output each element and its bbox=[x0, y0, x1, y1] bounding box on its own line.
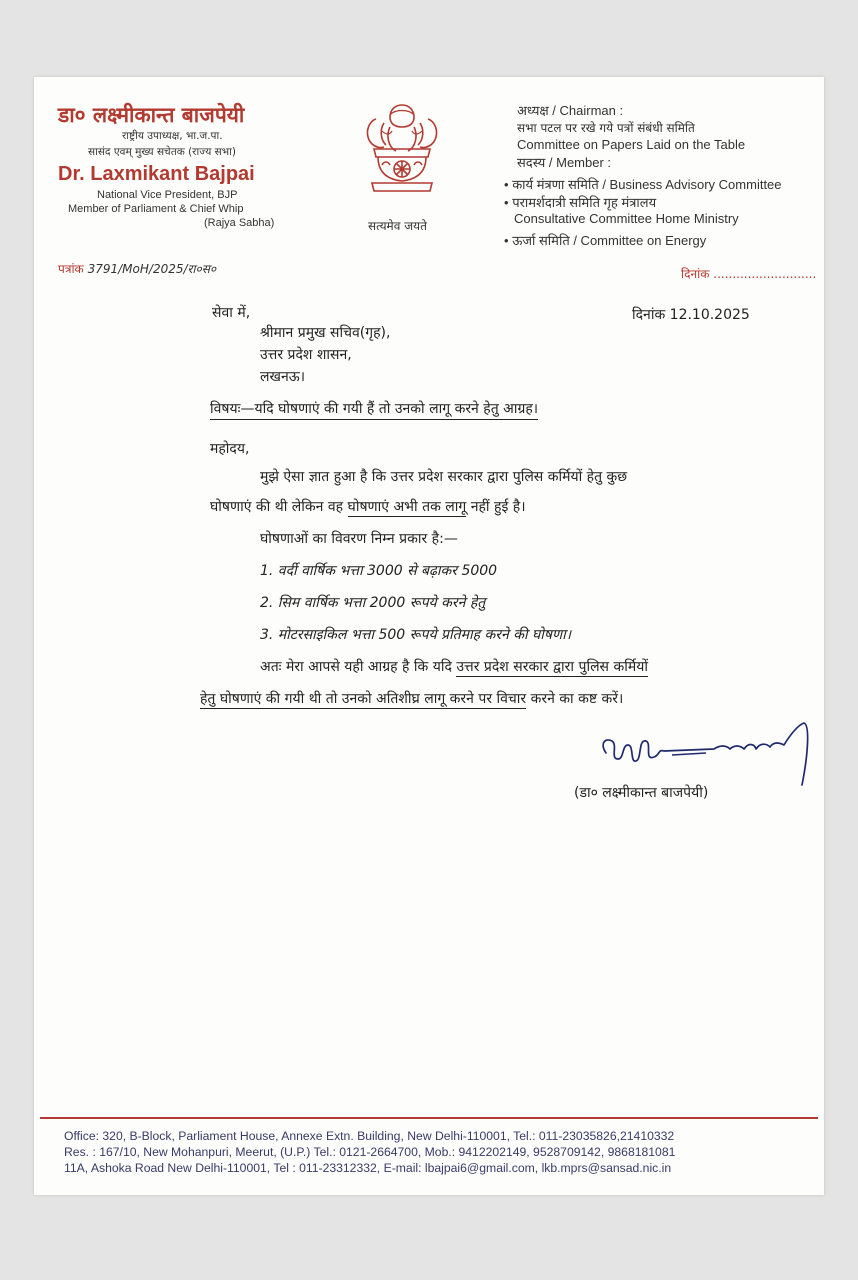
para2-line2: हेतु घोषणाएं की गयी थी तो उनको अतिशीघ्र लागू करने पर विचार करने का कष्ट करें। bbox=[200, 691, 624, 707]
dinank-blank: दिनांक ........................... bbox=[681, 267, 817, 281]
letter-to: सेवा में, bbox=[212, 305, 251, 321]
list-intro: घोषणाओं का विवरण निम्न प्रकार है:— bbox=[260, 531, 458, 547]
para1-line2: घोषणाएं की थी लेकिन वह घोषणाएं अभी तक लागू नहीं हुई है। bbox=[210, 499, 526, 515]
member-item-3: • ऊर्जा समिति / Committee on Energy bbox=[504, 233, 707, 248]
list-item: 2. सिम वार्षिक भत्ता 2000 रूपये करने हेतु bbox=[260, 595, 486, 611]
signature-name: (डा० लक्ष्मीकान्त बाजपेयी) bbox=[574, 785, 709, 801]
letterhead-name-hindi: डा० लक्ष्मीकान्त बाजपेयी bbox=[58, 103, 245, 127]
para2-line1: अतः मेरा आपसे यही आग्रह है कि यदि उत्तर प्रदेश सरकार द्वारा पुलिस कर्मियों bbox=[260, 659, 648, 675]
letter-salutation: महोदय, bbox=[210, 441, 250, 457]
footer-office: Office: 320, B-Block, Parliament House, Annexe Extn. Building, New Delhi-110001, Tel.: 011-23035826,21410332 bbox=[64, 1129, 675, 1143]
letterhead-role-english: National Vice President, BJP bbox=[97, 189, 238, 201]
committee-hindi: सभा पटल पर रखे गये पत्रों संबंधी समिति bbox=[517, 121, 695, 135]
list-item: 3. मोटरसाइकिल भत्ता 500 रूपये प्रतिमाह करने की घोषणा। bbox=[260, 627, 572, 643]
bullet-icon: • bbox=[504, 177, 509, 192]
emblem-motto: सत्यमेव जयते bbox=[368, 219, 427, 233]
letterhead-mp-hindi: सासंद एवम् मुख्य सचेतक (राज्य सभा) bbox=[88, 146, 236, 158]
bullet-icon: • bbox=[504, 195, 509, 210]
footer-divider bbox=[40, 1117, 818, 1119]
patrank: पत्रांक 3791/MoH/2025/रा०स० bbox=[58, 262, 217, 276]
member-item-2: • परामर्शदात्री समिति गृह मंत्रालय bbox=[504, 195, 657, 210]
chairman-label: अध्यक्ष / Chairman : bbox=[517, 103, 624, 118]
letterhead-mp-english: Member of Parliament & Chief Whip bbox=[68, 203, 244, 215]
member-item-1: • कार्य मंत्रणा समिति / Business Advisory Committee bbox=[504, 177, 782, 192]
national-emblem-icon bbox=[360, 99, 444, 209]
addressee-line-3: लखनऊ। bbox=[260, 369, 306, 385]
addressee-line-1: श्रीमान प्रमुख सचिव(गृह), bbox=[260, 325, 391, 341]
signature-icon bbox=[594, 715, 824, 789]
letterhead-role-hindi: राष्ट्रीय उपाध्यक्ष, भा.ज.पा. bbox=[122, 130, 223, 142]
committee-english: Committee on Papers Laid on the Table bbox=[517, 137, 746, 152]
para1-line1: मुझे ऐसा ज्ञात हुआ है कि उत्तर प्रदेश सरकार द्वारा पुलिस कर्मियों हेतु कुछ bbox=[260, 469, 628, 485]
member-label: सदस्य / Member : bbox=[517, 155, 612, 170]
letter-subject: विषयः—यदि घोषणाएं की गयी हैं तो उनको लागू करने हेतु आग्रह। bbox=[210, 399, 538, 420]
letter-page bbox=[34, 77, 824, 1195]
letterhead-house-english: (Rajya Sabha) bbox=[204, 217, 275, 229]
bullet-icon: • bbox=[504, 233, 509, 248]
addressee-line-2: उत्तर प्रदेश शासन, bbox=[260, 347, 352, 363]
member-item-2-english: Consultative Committee Home Ministry bbox=[514, 211, 739, 226]
footer-residence: Res. : 167/10, New Mohanpuri, Meerut, (U.P.) Tel.: 0121-2664700, Mob.: 9412202149, 9528709142, 9868181081 bbox=[64, 1145, 676, 1159]
letterhead-name-english: Dr. Laxmikant Bajpai bbox=[58, 163, 255, 185]
list-item: 1. वर्दी वार्षिक भत्ता 3000 से बढ़ाकर 5000 bbox=[260, 563, 498, 579]
footer-delhi: 11A, Ashoka Road New Delhi-110001, Tel : 011-23312332, E-mail: lbajpai6@gmail.com, lkb.mprs@sansad.nic.in bbox=[64, 1161, 672, 1175]
letter-date: दिनांक 12.10.2025 bbox=[632, 307, 750, 323]
